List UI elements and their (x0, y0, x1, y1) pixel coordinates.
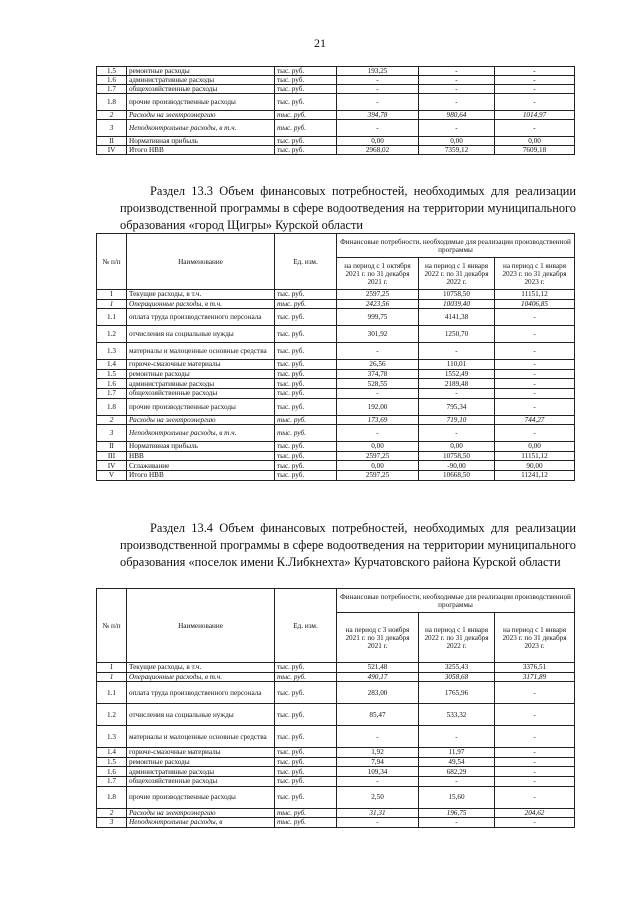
section-13-4-heading (120, 520, 576, 571)
table-row (97, 111, 575, 120)
cell-value-1: - (337, 343, 419, 360)
cell-value-1: 193,25 (337, 67, 419, 76)
cell-value-1: 7,94 (337, 757, 419, 767)
cell-name: материалы и малоценные основные средства (127, 343, 275, 360)
cell-unit: тыс. руб. (275, 111, 337, 120)
cell-value-3: - (495, 786, 575, 808)
cell-unit: тыс. руб. (275, 726, 337, 748)
cell-name: горюче-смазочные материалы (127, 748, 275, 758)
cell-name: Операционные расходы, в т.ч. (127, 299, 275, 309)
cell-unit: тыс. руб. (275, 388, 337, 398)
col-header-num: № п/п (97, 234, 127, 290)
cell-name: отчисления на социальные нужды (127, 326, 275, 343)
cell-name: Нормативная прибыль (127, 137, 275, 146)
cell-name: прочие производственные расходы (127, 398, 275, 415)
cell-value-2: 11,97 (419, 748, 495, 758)
cell-unit: тыс. руб. (275, 290, 337, 300)
cell-name: материалы и малоценные основные средства (127, 726, 275, 748)
cell-value-2: 10758,50 (419, 451, 495, 461)
table-row (97, 451, 575, 461)
table-row (97, 67, 575, 76)
cell-value-2: 196,75 (419, 808, 495, 818)
table-row (97, 309, 575, 326)
table-row (97, 663, 575, 673)
cell-value-3: - (495, 776, 575, 786)
table-row (97, 369, 575, 379)
cell-value-2: 0,00 (419, 137, 495, 146)
cell-num: IV (97, 146, 127, 155)
cell-value-1: 301,92 (337, 326, 419, 343)
cell-value-1: - (337, 94, 419, 111)
table-row (97, 398, 575, 415)
cell-num: 3 (97, 120, 127, 137)
cell-value-1: 192,00 (337, 398, 419, 415)
cell-unit: тыс. руб. (275, 146, 337, 155)
cell-value-3: - (495, 67, 575, 76)
cell-value-2: 7359,12 (419, 146, 495, 155)
cell-name: Текущие расходы, в т.ч. (127, 290, 275, 300)
cell-value-1: 528,55 (337, 379, 419, 389)
cell-value-2: 15,60 (419, 786, 495, 808)
cell-unit: тыс. руб. (275, 776, 337, 786)
cell-value-3: - (495, 757, 575, 767)
cell-value-2: - (419, 425, 495, 442)
cell-unit: тыс. руб. (275, 360, 337, 370)
cell-value-2: 3058,68 (419, 672, 495, 682)
cell-value-3: - (495, 398, 575, 415)
continuation-table (96, 66, 575, 155)
cell-unit: тыс. руб. (275, 682, 337, 704)
table-row (97, 379, 575, 389)
cell-value-3: 3376,51 (495, 663, 575, 673)
cell-value-3: 10406,85 (495, 299, 575, 309)
table-row (97, 672, 575, 682)
cell-value-3: 204,62 (495, 808, 575, 818)
cell-value-1: 2423,56 (337, 299, 419, 309)
cell-value-1: 2968,02 (337, 146, 419, 155)
cell-unit: тыс. руб. (275, 85, 337, 94)
table-row (97, 343, 575, 360)
cell-value-2: 682,29 (419, 767, 495, 777)
cell-value-2: - (419, 85, 495, 94)
cell-value-2: 719,10 (419, 415, 495, 425)
col-header-name: Наименование (127, 234, 275, 290)
cell-name: Расходы на электроэнергию (127, 111, 275, 120)
cell-value-2: 110,01 (419, 360, 495, 370)
table-row (97, 776, 575, 786)
table-row (97, 290, 575, 300)
cell-value-3: - (495, 818, 575, 828)
table-row (97, 137, 575, 146)
cell-value-3: 7609,18 (495, 146, 575, 155)
section-13-3-heading (120, 183, 576, 234)
cell-name: общехозяйственные расходы (127, 388, 275, 398)
cell-value-1: 374,78 (337, 369, 419, 379)
cell-value-3: - (495, 704, 575, 726)
cell-value-2: 4141,38 (419, 309, 495, 326)
section-13-4-table (96, 588, 575, 828)
table-row (97, 757, 575, 767)
cell-unit: тыс. руб. (275, 786, 337, 808)
cell-name: горюче-смазочные материалы (127, 360, 275, 370)
cell-value-3: - (495, 767, 575, 777)
cell-num: V (97, 470, 127, 480)
cell-value-2: 0,00 (419, 442, 495, 452)
cell-unit: тыс. руб. (275, 415, 337, 425)
cell-value-3: 11151,12 (495, 451, 575, 461)
cell-value-1: - (337, 425, 419, 442)
cell-value-2: 795,34 (419, 398, 495, 415)
col-header-unit: Ед. изм. (275, 589, 337, 663)
cell-name: Текущие расходы, в т.ч. (127, 663, 275, 673)
cell-num: I (97, 663, 127, 673)
col-header-period-2: на период с 1 января 2022 г. по 31 декабря 2022 г. (419, 258, 495, 290)
table-row (97, 682, 575, 704)
cell-value-3: - (495, 726, 575, 748)
cell-value-3: - (495, 360, 575, 370)
cell-name: Расходы на электроэнергию (127, 415, 275, 425)
table-row (97, 786, 575, 808)
cell-unit: тыс. руб. (275, 94, 337, 111)
cell-name: административные расходы (127, 76, 275, 85)
cell-num: 1.1 (97, 682, 127, 704)
cell-value-2: 10668,50 (419, 470, 495, 480)
cell-name: общехозяйственные расходы (127, 85, 275, 94)
cell-num: 1.3 (97, 726, 127, 748)
cell-value-3: 0,00 (495, 137, 575, 146)
table-row (97, 808, 575, 818)
cell-num: 1.7 (97, 388, 127, 398)
cell-name: ремонтные расходы (127, 757, 275, 767)
cell-value-1: 173,69 (337, 415, 419, 425)
cell-unit: тыс. руб. (275, 704, 337, 726)
cell-value-2: - (419, 388, 495, 398)
table-row (97, 748, 575, 758)
cell-value-3: - (495, 343, 575, 360)
cell-num: 1.5 (97, 757, 127, 767)
cell-value-3: - (495, 120, 575, 137)
cell-unit: тыс. руб. (275, 326, 337, 343)
cell-num: 3 (97, 818, 127, 828)
cell-unit: тыс. руб. (275, 470, 337, 480)
cell-value-2: 533,32 (419, 704, 495, 726)
cell-value-3: - (495, 682, 575, 704)
cell-num: 1.4 (97, 360, 127, 370)
table-row (97, 85, 575, 94)
cell-value-1: - (337, 120, 419, 137)
cell-name: Сглаживание (127, 461, 275, 471)
table-row (97, 94, 575, 111)
cell-num: I (97, 290, 127, 300)
cell-value-2: - (419, 726, 495, 748)
cell-value-2: - (419, 818, 495, 828)
cell-value-1: 1,92 (337, 748, 419, 758)
cell-value-1: 2597,25 (337, 470, 419, 480)
cell-value-1: 31,31 (337, 808, 419, 818)
table-row (97, 360, 575, 370)
cell-unit: тыс. руб. (275, 767, 337, 777)
cell-value-1: 2,50 (337, 786, 419, 808)
cell-num: 1.6 (97, 767, 127, 777)
col-header-period-3: на период с 1 января 2023 г. по 31 декабря 2023 г. (495, 258, 575, 290)
col-header-unit: Ед. изм. (275, 234, 337, 290)
cell-value-2: - (419, 94, 495, 111)
cell-value-2: 2189,48 (419, 379, 495, 389)
table-row (97, 299, 575, 309)
cell-value-3: - (495, 425, 575, 442)
cell-value-1: - (337, 818, 419, 828)
cell-num: 2 (97, 415, 127, 425)
cell-unit: тыс. руб. (275, 120, 337, 137)
cell-num: 1 (97, 672, 127, 682)
cell-name: Неподконтрольные расходы, в т.ч. (127, 120, 275, 137)
cell-name: ремонтные расходы (127, 369, 275, 379)
cell-num: II (97, 137, 127, 146)
cell-value-1: 0,00 (337, 137, 419, 146)
cell-name: административные расходы (127, 767, 275, 777)
cell-value-1: 490,17 (337, 672, 419, 682)
cell-num: 1.6 (97, 379, 127, 389)
table-row (97, 425, 575, 442)
col-header-group: Финансовые потребности, необходимые для реализации производственной программы (337, 589, 575, 613)
cell-num: 1.7 (97, 776, 127, 786)
table-row (97, 767, 575, 777)
cell-value-3: 3171,89 (495, 672, 575, 682)
cell-unit: тыс. руб. (275, 425, 337, 442)
cell-value-2: - (419, 343, 495, 360)
col-header-group: Финансовые потребности, необходимые для реализации производственной программы (337, 234, 575, 258)
cell-value-3: 11151,12 (495, 290, 575, 300)
cell-name: Неподконтрольные расходы, в (127, 818, 275, 828)
table-row (97, 326, 575, 343)
table-row (97, 461, 575, 471)
cell-value-3: - (495, 94, 575, 111)
cell-value-2: 10758,50 (419, 290, 495, 300)
cell-value-3: - (495, 85, 575, 94)
cell-value-1: 2597,25 (337, 451, 419, 461)
table-row (97, 726, 575, 748)
cell-value-1: - (337, 726, 419, 748)
cell-value-1: - (337, 76, 419, 85)
col-header-period-3: на период с 1 января 2023 г. по 31 декабря 2023 г. (495, 613, 575, 663)
cell-value-1: 521,48 (337, 663, 419, 673)
cell-unit: тыс. руб. (275, 663, 337, 673)
cell-value-2: 49,54 (419, 757, 495, 767)
cell-value-3: - (495, 388, 575, 398)
cell-name: ремонтные расходы (127, 67, 275, 76)
cell-value-1: - (337, 776, 419, 786)
table-row (97, 120, 575, 137)
cell-value-1: - (337, 85, 419, 94)
col-header-num: № п/п (97, 589, 127, 663)
cell-num: II (97, 442, 127, 452)
table-row (97, 704, 575, 726)
section-13-3-table (96, 233, 575, 481)
cell-unit: тыс. руб. (275, 343, 337, 360)
cell-value-3: - (495, 369, 575, 379)
cell-value-1: - (337, 388, 419, 398)
cell-name: Нормативная прибыль (127, 442, 275, 452)
col-header-period-2: на период с 1 января 2022 г. по 31 декабря 2022 г. (419, 613, 495, 663)
cell-unit: тыс. руб. (275, 379, 337, 389)
cell-num: 3 (97, 425, 127, 442)
cell-num: 1.8 (97, 94, 127, 111)
cell-value-3: - (495, 309, 575, 326)
cell-num: IV (97, 461, 127, 471)
table-row (97, 146, 575, 155)
cell-unit: тыс. руб. (275, 808, 337, 818)
cell-num: III (97, 451, 127, 461)
cell-name: Итого НВВ (127, 470, 275, 480)
table-row (97, 76, 575, 85)
cell-num: 1.8 (97, 786, 127, 808)
cell-num: 1.2 (97, 326, 127, 343)
cell-value-1: 999,75 (337, 309, 419, 326)
cell-value-3: - (495, 76, 575, 85)
cell-value-2: - (419, 776, 495, 786)
cell-value-3: 744,27 (495, 415, 575, 425)
cell-num: 1.2 (97, 704, 127, 726)
cell-name: общехозяйственные расходы (127, 776, 275, 786)
cell-num: 2 (97, 111, 127, 120)
cell-num: 1.5 (97, 67, 127, 76)
cell-value-3: 11241,12 (495, 470, 575, 480)
table-row (97, 388, 575, 398)
cell-unit: тыс. руб. (275, 309, 337, 326)
cell-value-2: - (419, 120, 495, 137)
cell-value-3: - (495, 379, 575, 389)
cell-num: 1.1 (97, 309, 127, 326)
cell-value-3: - (495, 326, 575, 343)
table-row (97, 442, 575, 452)
cell-name: прочие производственные расходы (127, 94, 275, 111)
cell-unit: тыс. руб. (275, 137, 337, 146)
cell-value-3: - (495, 748, 575, 758)
cell-num: 1.4 (97, 748, 127, 758)
cell-unit: тыс. руб. (275, 369, 337, 379)
cell-value-2: - (419, 76, 495, 85)
cell-value-2: 980,64 (419, 111, 495, 120)
cell-unit: тыс. руб. (275, 76, 337, 85)
cell-name: Операционные расходы, в т.ч. (127, 672, 275, 682)
cell-name: НВВ (127, 451, 275, 461)
cell-value-1: 109,34 (337, 767, 419, 777)
cell-num: 1.3 (97, 343, 127, 360)
col-header-name: Наименование (127, 589, 275, 663)
cell-value-1: 0,00 (337, 461, 419, 471)
cell-value-1: 0,00 (337, 442, 419, 452)
table-row (97, 470, 575, 480)
cell-num: 1 (97, 299, 127, 309)
cell-unit: тыс. руб. (275, 299, 337, 309)
cell-value-2: 3255,43 (419, 663, 495, 673)
page-number: 21 (314, 36, 326, 50)
cell-unit: тыс. руб. (275, 398, 337, 415)
cell-value-2: 1552,49 (419, 369, 495, 379)
table-row (97, 415, 575, 425)
cell-value-1: 394,78 (337, 111, 419, 120)
section-13-3-heading-text: Раздел 13.3 Объем финансовых потребностей, необходимых для реализации производственной программы в сфере водоотведения на территории муниципального образования «город Щигры» Курской области (120, 184, 576, 232)
cell-unit: тыс. руб. (275, 461, 337, 471)
cell-num: 2 (97, 808, 127, 818)
cell-value-1: 26,56 (337, 360, 419, 370)
cell-value-1: 2597,25 (337, 290, 419, 300)
cell-value-2: 10039,40 (419, 299, 495, 309)
cell-name: отчисления на социальные нужды (127, 704, 275, 726)
cell-unit: тыс. руб. (275, 451, 337, 461)
cell-name: Расходы на электроэнергию (127, 808, 275, 818)
col-header-period-1: на период с 1 октября 2021 г. по 31 декабря 2021 г. (337, 258, 419, 290)
cell-name: административные расходы (127, 379, 275, 389)
cell-value-1: 283,00 (337, 682, 419, 704)
cell-value-3: 0,00 (495, 442, 575, 452)
table-row (97, 818, 575, 828)
cell-name: Неподконтрольные расходы, в т.ч. (127, 425, 275, 442)
cell-unit: тыс. руб. (275, 442, 337, 452)
cell-num: 1.5 (97, 369, 127, 379)
cell-value-2: 1250,70 (419, 326, 495, 343)
cell-name: прочие производственные расходы (127, 786, 275, 808)
cell-value-1: 85,47 (337, 704, 419, 726)
cell-num: 1.8 (97, 398, 127, 415)
cell-num: 1.7 (97, 85, 127, 94)
cell-value-2: 1765,96 (419, 682, 495, 704)
section-13-4-heading-text: Раздел 13.4 Объем финансовых потребностей, необходимых для реализации производственной программы в сфере водоотведения на территории муниципального образования «поселок имени К.Либкнехта» Курчатовского района Курской области (120, 521, 576, 569)
cell-value-2: -90,00 (419, 461, 495, 471)
cell-name: оплата труда производственного персонала (127, 309, 275, 326)
cell-unit: тыс. руб. (275, 67, 337, 76)
cell-unit: тыс. руб. (275, 757, 337, 767)
cell-value-3: 1014,97 (495, 111, 575, 120)
col-header-period-1: на период с 3 ноября 2021 г. по 31 декабря 2021 г. (337, 613, 419, 663)
cell-unit: тыс. руб. (275, 748, 337, 758)
cell-value-2: - (419, 67, 495, 76)
cell-num: 1.6 (97, 76, 127, 85)
cell-unit: тыс. руб. (275, 818, 337, 828)
cell-value-3: 90,00 (495, 461, 575, 471)
cell-name: оплата труда производственного персонала (127, 682, 275, 704)
cell-name: Итого НВВ (127, 146, 275, 155)
cell-unit: тыс. руб. (275, 672, 337, 682)
